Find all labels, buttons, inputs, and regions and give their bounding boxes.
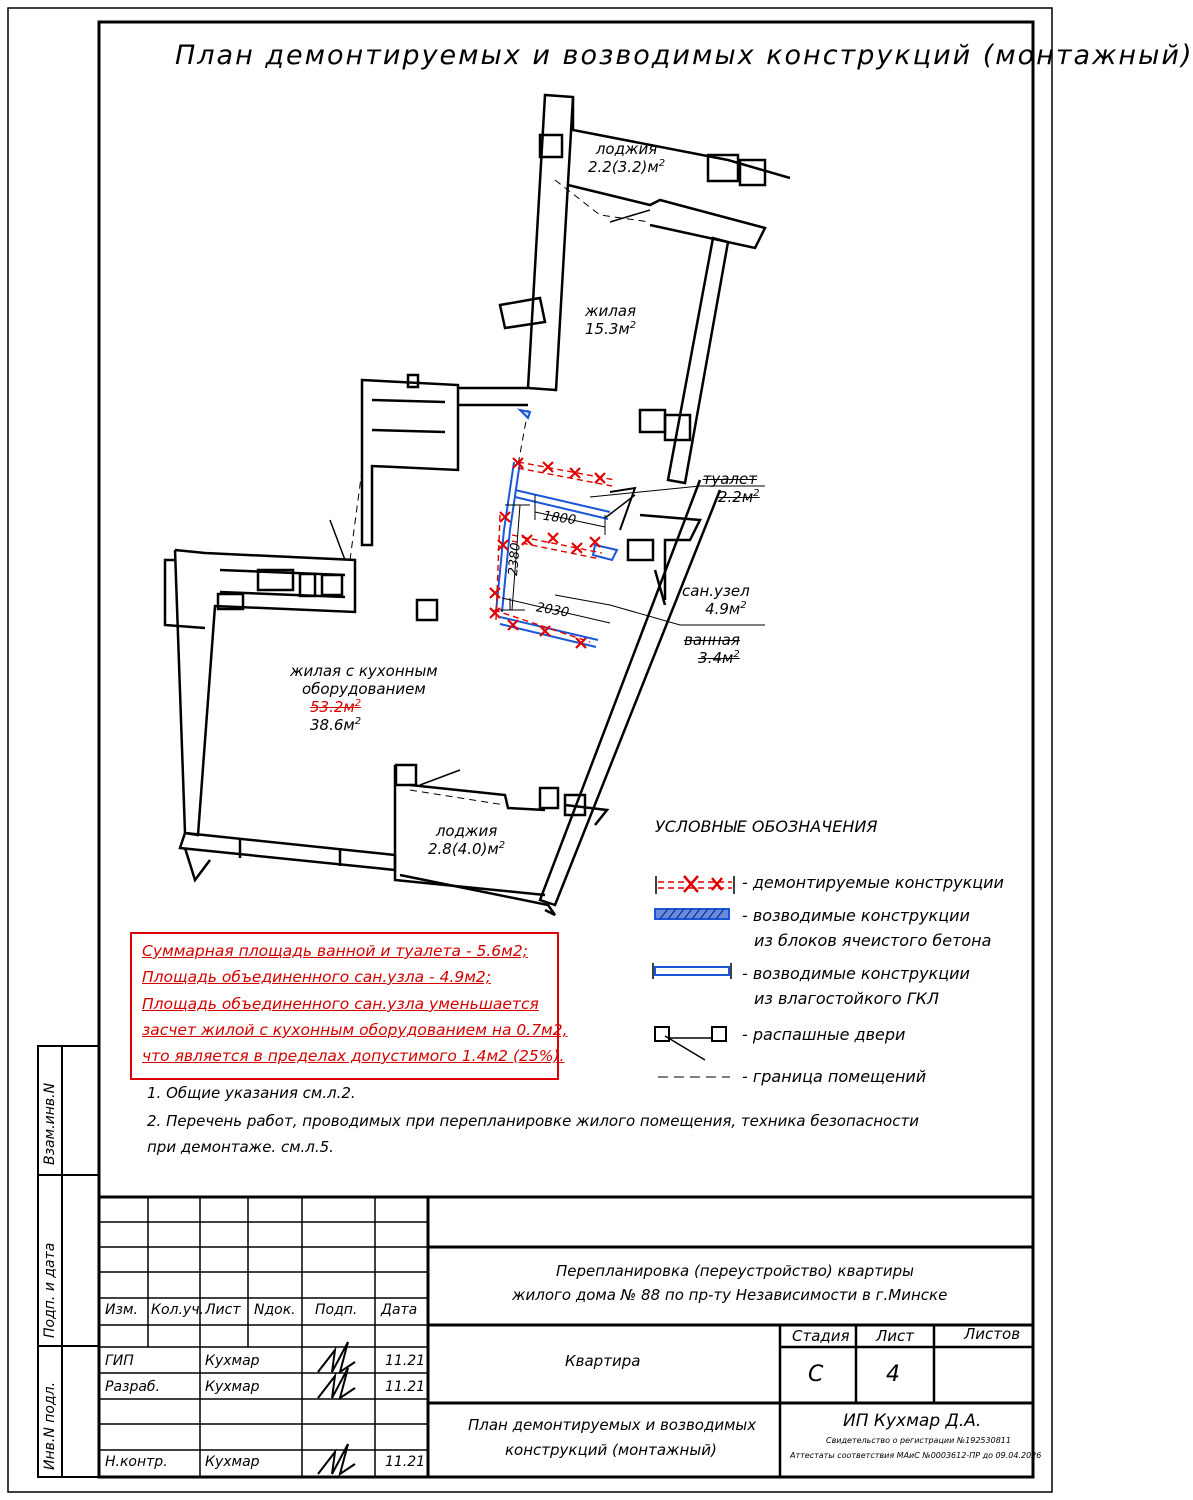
header-podp: Подп.: [315, 1302, 358, 1318]
dimension-1800: 1800: [542, 508, 577, 529]
area-sup: 2: [733, 649, 740, 660]
project-line-2: жилого дома № 88 по пр-ту Независимости в г.Минске: [512, 1286, 948, 1304]
area-sup: 2: [354, 716, 362, 727]
header-list: Лист: [205, 1302, 241, 1318]
role-norm-control: Н.контр.: [105, 1454, 168, 1470]
room-area-old: 53.2м: [310, 698, 355, 716]
sheets-label: Листов: [964, 1325, 1021, 1343]
legend-demolished: - демонтируемые конструкции: [742, 873, 1004, 892]
legend-aerated-concrete: - возводимые конструкции: [742, 906, 970, 925]
note-2: 2. Перечень работ, проводимых при перепланировке жилого помещения, техника безопасности: [147, 1112, 919, 1130]
registration-certificate: Свидетельство о регистрации №192530811: [826, 1436, 1011, 1445]
drawing-title: План демонтируемых и возводимых конструкций (монтажный): [175, 40, 1193, 71]
area-sup: 2: [629, 320, 637, 331]
area-sup: 2: [753, 488, 760, 499]
name-norm-control: Кухмар: [205, 1454, 260, 1470]
header-ndok: Nдок.: [254, 1302, 296, 1318]
room-area: 2.2(3.2)м: [588, 158, 659, 176]
room-area: 3.4м: [698, 649, 734, 667]
room-loggia-bottom: [428, 822, 505, 858]
stamp-sign-date: Подп. и дата: [42, 1242, 58, 1338]
organization: ИП Кухмар Д.А.: [843, 1411, 982, 1431]
room-loggia-top: [588, 140, 665, 176]
room-name: жилая: [585, 302, 637, 320]
signatures: [318, 1342, 355, 1474]
legend-gkl-line2: из влагостойкого ГКЛ: [754, 989, 939, 1008]
area-note-line: Суммарная площадь ванной и туалета - 5.6м2;: [142, 942, 528, 960]
room-area: 2.8(4.0)м: [428, 840, 499, 858]
area-note-line: засчет жилой с кухонным оборудованием на 0.7м2,: [142, 1021, 568, 1039]
room-toilet: [700, 470, 760, 506]
stage-label: Стадия: [792, 1327, 850, 1345]
sheet-label: Лист: [876, 1327, 915, 1345]
room-area: 2.2м: [718, 488, 754, 506]
room-kitchen-living: [290, 662, 438, 734]
note-1: 1. Общие указания см.л.2.: [147, 1084, 356, 1102]
room-area: 4.9м: [705, 600, 741, 618]
area-note-box: [130, 932, 568, 1080]
room-bath: [684, 631, 740, 667]
legend-symbols: [653, 876, 734, 1077]
dimension-2030: 2030: [534, 600, 571, 621]
object-name: Квартира: [565, 1352, 641, 1370]
stamp-inv-orig: Инв.N подл.: [42, 1381, 58, 1470]
room-bathroom-unit: [682, 582, 750, 618]
room-name: туалет: [702, 470, 757, 488]
legend-heading: УСЛОВНЫЕ ОБОЗНАЧЕНИЯ: [655, 817, 878, 836]
name-developer: Кухмар: [205, 1379, 260, 1395]
stamp-replaces-inv: Взам.инв.N: [42, 1082, 58, 1165]
room-living: [585, 302, 636, 338]
room-name: ванная: [684, 631, 740, 649]
date-developer: 11.21: [385, 1379, 426, 1395]
area-note-line: Площадь объединенного сан.узла уменьшается: [142, 995, 539, 1013]
area-sup: 2: [658, 158, 666, 169]
note-2-cont: при демонтаже. см.л.5.: [147, 1138, 334, 1156]
date-gip: 11.21: [385, 1353, 426, 1369]
room-name: лоджия: [435, 822, 498, 840]
project-line-1: Перепланировка (переустройство) квартиры: [556, 1262, 914, 1280]
legend-doors: - распашные двери: [742, 1025, 906, 1044]
stage-value: С: [808, 1362, 824, 1387]
area-note-line: что является в пределах допустимого 1.4м2 (25%).: [142, 1047, 565, 1065]
legend-gkl: - возводимые конструкции: [742, 964, 970, 983]
room-area: 15.3м: [585, 320, 630, 338]
header-kol: Кол.уч.: [151, 1302, 204, 1318]
sheet-title-line-1: План демонтируемых и возводимых: [468, 1416, 757, 1434]
area-sup: 2: [354, 698, 362, 709]
room-name-line1: жилая с кухонным: [290, 662, 438, 680]
room-name: лоджия: [595, 140, 658, 158]
sheet-title-line-2: конструкций (монтажный): [505, 1441, 717, 1459]
area-sup: 2: [740, 600, 747, 611]
inner-frame: [99, 22, 1033, 1477]
header-izm: Изм.: [105, 1302, 138, 1318]
legend-aerated-concrete-line2: из блоков ячеистого бетона: [754, 931, 992, 950]
dimension-2380: 2380: [506, 542, 524, 577]
role-developer: Разраб.: [105, 1379, 161, 1395]
sheet-number: 4: [886, 1362, 900, 1387]
legend-room-boundary: - граница помещений: [742, 1067, 927, 1086]
room-name-line2: оборудованием: [301, 680, 426, 698]
date-norm-control: 11.21: [385, 1454, 426, 1470]
header-data: Дата: [381, 1302, 418, 1318]
area-note-line: Площадь объединенного сан.узла - 4.9м2;: [142, 968, 491, 986]
floor-plan: [165, 95, 790, 915]
room-area-new: 38.6м: [310, 716, 355, 734]
conformity-certificate: Аттестаты соответствия МАиС №0003612-ПР до 09.04.2026: [790, 1451, 1042, 1460]
room-name: сан.узел: [682, 582, 750, 600]
area-sup: 2: [498, 840, 506, 851]
role-gip: ГИП: [105, 1353, 134, 1369]
name-gip: Кухмар: [205, 1353, 260, 1369]
